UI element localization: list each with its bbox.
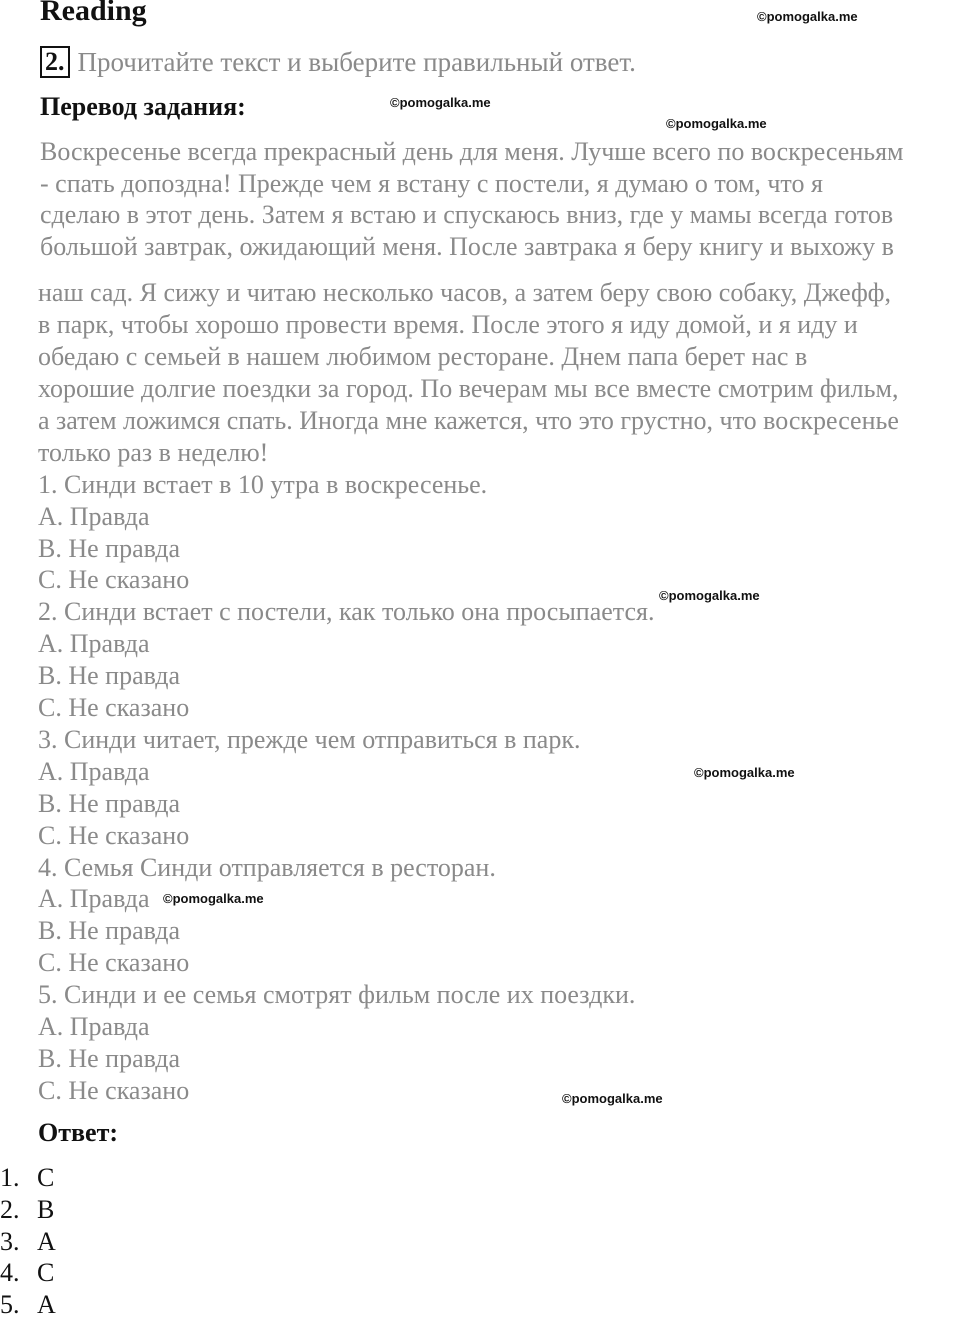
answer-item [0, 1258, 54, 1288]
answer-option: B. Не правда [38, 789, 181, 818]
task-number-box: 2. [40, 46, 70, 78]
watermark: ©pomogalka.me [163, 891, 264, 906]
question-text: 3. Синди читает, прежде чем отправиться в парк. [38, 725, 581, 754]
translation-line: - спать допоздна! Прежде чем я встану с постели, я думаю о том, что я [40, 169, 823, 198]
translation-line: сделаю в этот день. Затем я встаю и спускаюсь вниз, где у мамы всегда готов [40, 200, 894, 229]
watermark: ©pomogalka.me [694, 765, 795, 780]
answer-option: B. Не правда [38, 1044, 181, 1073]
answer-option: A. Правда [38, 757, 150, 786]
translation-line: а затем ложимся спать. Иногда мне кажется, что это грустно, что воскресенье [38, 406, 899, 435]
answer-item [0, 1163, 54, 1193]
answer-option: B. Не правда [38, 661, 181, 690]
answer-option: A. Правда [38, 884, 150, 913]
task-instruction: Прочитайте текст и выберите правильный ответ. [77, 46, 636, 77]
answer-value: B [37, 1195, 55, 1224]
watermark: ©pomogalka.me [390, 95, 491, 110]
translation-line: обедаю с семьей в нашем любимом ресторане. Днем папа берет нас в [38, 342, 808, 371]
answer-option: C. Не сказано [38, 693, 190, 722]
page-title: Reading [40, 0, 147, 27]
translation-line: большой завтрак, ожидающий меня. После завтрака я беру книгу и выхожу в [40, 232, 894, 261]
watermark: ©pomogalka.me [757, 9, 858, 24]
watermark: ©pomogalka.me [659, 588, 760, 603]
task-row [40, 44, 636, 80]
answer-value: C [37, 1163, 55, 1192]
question-text: 5. Синди и ее семья смотрят фильм после их поездки. [38, 980, 636, 1009]
answer-value: A [37, 1227, 56, 1256]
answer-option: C. Не сказано [38, 948, 190, 977]
watermark: ©pomogalka.me [666, 116, 767, 131]
answer-option: B. Не правда [38, 534, 181, 563]
question-text: 4. Семья Синди отправляется в ресторан. [38, 853, 496, 882]
answer-option: A. Правда [38, 1012, 150, 1041]
watermark: ©pomogalka.me [562, 1091, 663, 1106]
answer-number: 5. [0, 1290, 20, 1319]
translation-line: только раз в неделю! [38, 438, 269, 467]
translation-line: в парк, чтобы хорошо провести время. После этого я иду домой, и я иду и [38, 310, 858, 339]
answer-option: B. Не правда [38, 916, 181, 945]
answer-number: 3. [0, 1227, 20, 1256]
answer-option: A. Правда [38, 502, 150, 531]
answer-item [0, 1227, 56, 1257]
answer-option: A. Правда [38, 629, 150, 658]
answer-number: 1. [0, 1163, 20, 1192]
answer-option: C. Не сказано [38, 1076, 190, 1105]
answer-option: C. Не сказано [38, 821, 190, 850]
translation-line: Воскресенье всегда прекрасный день для меня. Лучше всего по воскресеньям [40, 137, 904, 166]
answer-number: 4. [0, 1258, 20, 1287]
answer-number: 2. [0, 1195, 20, 1224]
answer-value: A [37, 1290, 56, 1319]
answer-value: C [37, 1258, 55, 1287]
answers-heading: Ответ: [38, 1118, 119, 1147]
translation-heading: Перевод задания: [40, 92, 246, 121]
question-text: 2. Синди встает с постели, как только она просыпается. [38, 597, 655, 626]
answer-option: C. Не сказано [38, 565, 190, 594]
question-text: 1. Синди встает в 10 утра в воскресенье. [38, 470, 488, 499]
translation-line: хорошие долгие поездки за город. По вечерам мы все вместе смотрим фильм, [38, 374, 899, 403]
answer-item [0, 1290, 56, 1320]
translation-line: наш сад. Я сижу и читаю несколько часов, а затем беру свою собаку, Джефф, [38, 278, 891, 307]
answer-item [0, 1195, 54, 1225]
